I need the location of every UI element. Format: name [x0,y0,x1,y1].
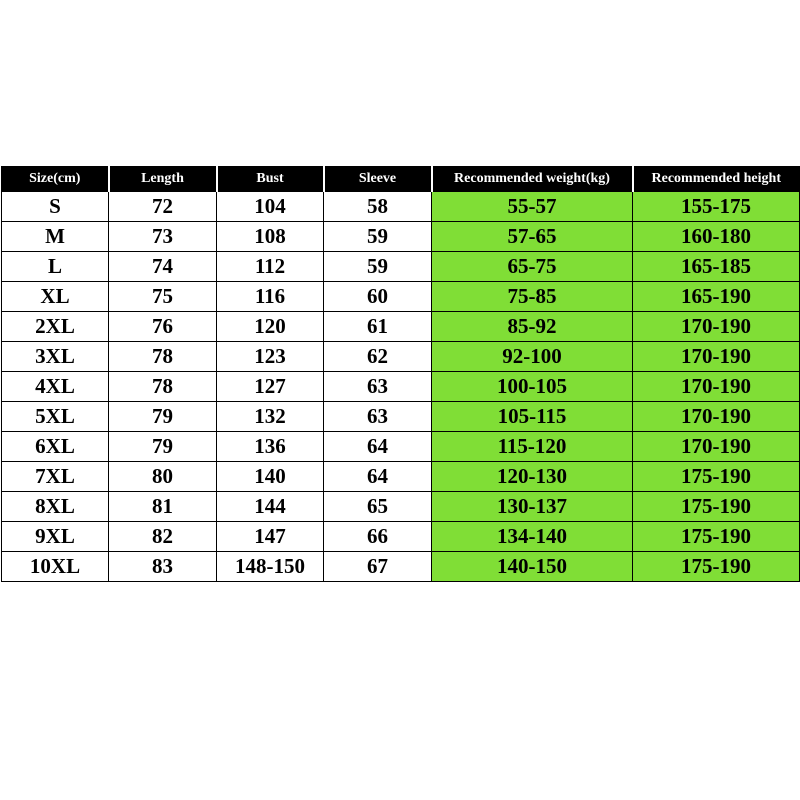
size-chart-table [1,166,800,582]
height-cell: 170-190 [633,432,800,462]
sleeve-cell: 59 [324,252,432,282]
sleeve-cell: 62 [324,342,432,372]
length-cell: 80 [109,462,217,492]
size-cell: L [2,252,109,282]
table-row [2,372,800,402]
weight-cell: 130-137 [432,492,633,522]
sleeve-cell: 64 [324,432,432,462]
length-cell: 76 [109,312,217,342]
size-cell: 8XL [2,492,109,522]
header-size: Size(cm) [2,167,109,192]
sleeve-cell: 58 [324,192,432,222]
table-body [2,192,800,582]
table-header [2,167,800,192]
weight-cell: 100-105 [432,372,633,402]
size-cell: XL [2,282,109,312]
height-cell: 170-190 [633,312,800,342]
bust-cell: 127 [217,372,324,402]
size-cell: 2XL [2,312,109,342]
sleeve-cell: 60 [324,282,432,312]
height-cell: 170-190 [633,372,800,402]
weight-cell: 57-65 [432,222,633,252]
size-cell: 4XL [2,372,109,402]
table-row [2,252,800,282]
size-cell: 5XL [2,402,109,432]
height-cell: 175-190 [633,492,800,522]
length-cell: 78 [109,342,217,372]
height-cell: 175-190 [633,462,800,492]
sleeve-cell: 65 [324,492,432,522]
table-row [2,342,800,372]
weight-cell: 85-92 [432,312,633,342]
bust-cell: 148-150 [217,552,324,582]
weight-cell: 140-150 [432,552,633,582]
header-recommended-height: Recommended height [633,167,800,192]
table-row [2,222,800,252]
size-cell: S [2,192,109,222]
sleeve-cell: 64 [324,462,432,492]
height-cell: 170-190 [633,342,800,372]
weight-cell: 75-85 [432,282,633,312]
table-row [2,402,800,432]
table-row [2,282,800,312]
size-cell: 9XL [2,522,109,552]
height-cell: 165-185 [633,252,800,282]
sleeve-cell: 63 [324,402,432,432]
table-row [2,492,800,522]
height-cell: 165-190 [633,282,800,312]
height-cell: 175-190 [633,522,800,552]
weight-cell: 55-57 [432,192,633,222]
length-cell: 74 [109,252,217,282]
table-row [2,432,800,462]
header-sleeve: Sleeve [324,167,432,192]
size-cell: 7XL [2,462,109,492]
weight-cell: 65-75 [432,252,633,282]
bust-cell: 116 [217,282,324,312]
weight-cell: 120-130 [432,462,633,492]
table-row [2,312,800,342]
table-row [2,522,800,552]
bust-cell: 104 [217,192,324,222]
header-recommended-weight: Recommended weight(kg) [432,167,633,192]
bust-cell: 120 [217,312,324,342]
sleeve-cell: 61 [324,312,432,342]
bust-cell: 123 [217,342,324,372]
bust-cell: 140 [217,462,324,492]
weight-cell: 134-140 [432,522,633,552]
bust-cell: 132 [217,402,324,432]
table-row [2,552,800,582]
sleeve-cell: 59 [324,222,432,252]
table-row [2,462,800,492]
size-cell: 10XL [2,552,109,582]
sleeve-cell: 66 [324,522,432,552]
size-cell: M [2,222,109,252]
bust-cell: 108 [217,222,324,252]
height-cell: 170-190 [633,402,800,432]
sleeve-cell: 63 [324,372,432,402]
weight-cell: 115-120 [432,432,633,462]
length-cell: 79 [109,402,217,432]
weight-cell: 92-100 [432,342,633,372]
size-cell: 6XL [2,432,109,462]
length-cell: 83 [109,552,217,582]
bust-cell: 136 [217,432,324,462]
sleeve-cell: 67 [324,552,432,582]
length-cell: 78 [109,372,217,402]
length-cell: 79 [109,432,217,462]
height-cell: 175-190 [633,552,800,582]
table-row [2,192,800,222]
height-cell: 155-175 [633,192,800,222]
header-length: Length [109,167,217,192]
bust-cell: 147 [217,522,324,552]
size-cell: 3XL [2,342,109,372]
length-cell: 73 [109,222,217,252]
header-row [2,167,800,192]
height-cell: 160-180 [633,222,800,252]
length-cell: 81 [109,492,217,522]
length-cell: 75 [109,282,217,312]
bust-cell: 112 [217,252,324,282]
bust-cell: 144 [217,492,324,522]
length-cell: 82 [109,522,217,552]
weight-cell: 105-115 [432,402,633,432]
header-bust: Bust [217,167,324,192]
length-cell: 72 [109,192,217,222]
